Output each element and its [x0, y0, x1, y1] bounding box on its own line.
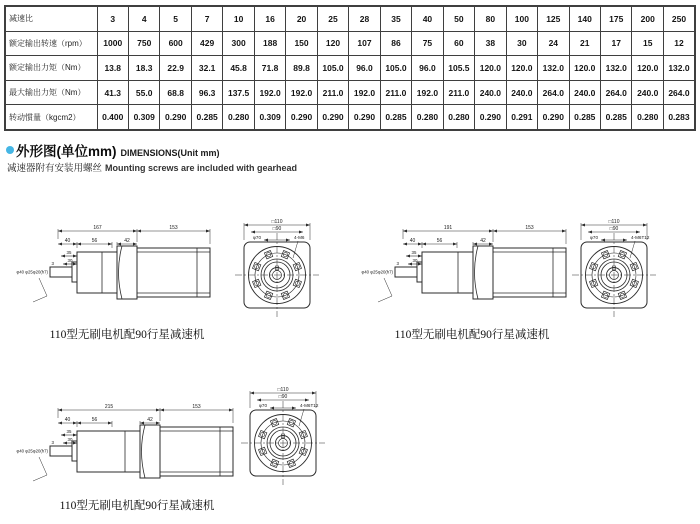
table-cell: 71.8 — [254, 56, 285, 81]
svg-text:35: 35 — [66, 250, 72, 255]
table-cell: 105.0 — [317, 56, 348, 81]
table-row — [5, 6, 695, 31]
bullet-icon — [6, 146, 14, 154]
table-cell: 12 — [663, 31, 695, 56]
svg-text:167: 167 — [93, 225, 102, 231]
svg-text:153: 153 — [192, 404, 201, 410]
table-cell: 16 — [254, 6, 285, 31]
table-cell: 89.8 — [286, 56, 317, 81]
table-cell: 7 — [191, 6, 222, 31]
table-cell: 0.280 — [412, 105, 443, 130]
svg-text:42: 42 — [124, 238, 130, 244]
dimension-drawing-1 — [2, 195, 334, 335]
table-row-header: 最大输出力矩（Nm） — [5, 80, 97, 105]
table-cell: 55.0 — [128, 80, 159, 105]
table-cell: 137.5 — [223, 80, 254, 105]
table-row — [5, 80, 695, 105]
table-cell: 132.0 — [663, 56, 695, 81]
svg-text:40: 40 — [64, 238, 71, 244]
svg-text:3: 3 — [51, 261, 54, 266]
svg-text:42: 42 — [147, 417, 153, 423]
spec-table — [4, 5, 696, 131]
table-cell: 264.0 — [601, 80, 632, 105]
table-cell: 32.1 — [191, 56, 222, 81]
table-cell: 13.8 — [97, 56, 128, 81]
table-cell: 28 — [349, 6, 380, 31]
svg-text:3: 3 — [396, 261, 399, 266]
dimension-drawing-2 — [347, 195, 679, 335]
table-cell: 250 — [663, 6, 695, 31]
table-cell: 192.0 — [412, 80, 443, 105]
table-cell: 3 — [97, 6, 128, 31]
table-cell: 10 — [223, 6, 254, 31]
svg-text:□110: □110 — [271, 219, 283, 225]
section-subtitle-en: Mounting screws are included with gearhead — [105, 163, 298, 173]
table-cell: 96.0 — [349, 56, 380, 81]
table-cell: 40 — [412, 6, 443, 31]
table-cell: 18.3 — [128, 56, 159, 81]
table-cell: 192.0 — [254, 80, 285, 105]
table-cell: 107 — [349, 31, 380, 56]
table-cell: 0.280 — [632, 105, 663, 130]
svg-text:153: 153 — [525, 225, 534, 231]
section-subtitle — [7, 158, 297, 176]
svg-text:30: 30 — [67, 258, 73, 263]
table-cell: 211.0 — [317, 80, 348, 105]
table-cell: 22.9 — [160, 56, 191, 81]
table-cell: 105.0 — [380, 56, 411, 81]
table-cell: 15 — [632, 31, 663, 56]
svg-text:56: 56 — [91, 238, 98, 244]
table-cell: 750 — [128, 31, 159, 56]
table-cell: 0.290 — [286, 105, 317, 130]
svg-text:4-M6T12: 4-M6T12 — [631, 235, 650, 240]
svg-text:□110: □110 — [277, 387, 289, 393]
table-cell: 1000 — [97, 31, 128, 56]
table-cell: 0.309 — [128, 105, 159, 130]
svg-text:42: 42 — [480, 238, 486, 244]
svg-text:4-M6: 4-M6 — [294, 235, 305, 240]
table-cell: 0.291 — [506, 105, 537, 130]
svg-text:35: 35 — [411, 250, 417, 255]
table-cell: 96.3 — [191, 80, 222, 105]
table-cell: 4 — [128, 6, 159, 31]
table-cell: 192.0 — [286, 80, 317, 105]
svg-text:φ40 φ25φ20(h7): φ40 φ25φ20(h7) — [361, 269, 393, 275]
table-cell: 240.0 — [569, 80, 600, 105]
table-cell: 0.285 — [380, 105, 411, 130]
table-row — [5, 105, 695, 130]
svg-text:153: 153 — [169, 225, 178, 231]
svg-text:215: 215 — [104, 404, 114, 410]
svg-text:□90: □90 — [272, 226, 282, 232]
svg-text:□90: □90 — [609, 226, 619, 232]
table-cell: 96.0 — [412, 56, 443, 81]
table-cell: 120 — [317, 31, 348, 56]
svg-text:φ70: φ70 — [252, 235, 261, 240]
table-cell: 45.8 — [223, 56, 254, 81]
table-cell: 0.290 — [160, 105, 191, 130]
table-cell: 35 — [380, 6, 411, 31]
table-cell: 132.0 — [601, 56, 632, 81]
table-cell: 211.0 — [443, 80, 474, 105]
table-cell: 240.0 — [632, 80, 663, 105]
table-cell: 192.0 — [349, 80, 380, 105]
table-cell: 0.290 — [538, 105, 569, 130]
table-cell: 0.285 — [601, 105, 632, 130]
table-cell: 120.0 — [569, 56, 600, 81]
side-view — [16, 404, 233, 481]
svg-text:56: 56 — [91, 417, 98, 423]
table-cell: 0.283 — [663, 105, 695, 130]
drawing-caption-2: 110型无刷电机配90行星减速机 — [394, 329, 550, 341]
table-row-header: 额定输出转速（rpm） — [5, 31, 97, 56]
table-cell: 264.0 — [538, 80, 569, 105]
front-view — [235, 219, 319, 317]
front-view — [241, 387, 325, 485]
table-row-header: 转动惯量（kgcm2） — [5, 105, 97, 130]
svg-text:φ40 φ25φ20(h7): φ40 φ25φ20(h7) — [16, 269, 48, 275]
table-cell: 264.0 — [663, 80, 695, 105]
table-cell: 100 — [506, 6, 537, 31]
table-cell: 188 — [254, 31, 285, 56]
table-cell: 5 — [160, 6, 191, 31]
table-row-header: 减速比 — [5, 6, 97, 31]
side-view — [361, 225, 566, 302]
svg-text:40: 40 — [409, 238, 416, 244]
drawing-caption-3: 110型无刷电机配90行星减速机 — [59, 500, 215, 512]
table-cell: 140 — [569, 6, 600, 31]
svg-text:40: 40 — [64, 417, 71, 423]
svg-text:φ70: φ70 — [589, 235, 598, 240]
table-cell: 600 — [160, 31, 191, 56]
svg-text:35: 35 — [66, 429, 72, 434]
table-row — [5, 56, 695, 81]
svg-text:30: 30 — [67, 437, 73, 442]
table-cell: 0.285 — [191, 105, 222, 130]
table-cell: 0.400 — [97, 105, 128, 130]
table-cell: 120.0 — [475, 56, 506, 81]
svg-text:30: 30 — [412, 258, 418, 263]
side-view — [16, 225, 210, 302]
svg-text:56: 56 — [436, 238, 443, 244]
table-cell: 50 — [443, 6, 474, 31]
table-cell: 240.0 — [506, 80, 537, 105]
table-cell: 300 — [223, 31, 254, 56]
table-cell: 21 — [569, 31, 600, 56]
table-cell: 120.0 — [632, 56, 663, 81]
table-cell: 41.3 — [97, 80, 128, 105]
svg-text:3: 3 — [51, 440, 54, 445]
svg-text:φ40 φ25φ20(h7): φ40 φ25φ20(h7) — [16, 448, 48, 454]
table-cell: 86 — [380, 31, 411, 56]
table-cell: 105.5 — [443, 56, 474, 81]
table-cell: 0.280 — [223, 105, 254, 130]
svg-text:φ70: φ70 — [258, 403, 267, 408]
table-cell: 0.290 — [317, 105, 348, 130]
table-cell: 0.285 — [569, 105, 600, 130]
section-title-en: DIMENSIONS(Unit mm) — [120, 148, 220, 158]
table-cell: 132.0 — [538, 56, 569, 81]
table-cell: 0.290 — [475, 105, 506, 130]
front-view — [572, 219, 656, 317]
table-cell: 80 — [475, 6, 506, 31]
table-cell: 429 — [191, 31, 222, 56]
table-cell: 17 — [601, 31, 632, 56]
table-cell: 75 — [412, 31, 443, 56]
svg-text:191: 191 — [443, 225, 453, 231]
table-cell: 30 — [506, 31, 537, 56]
table-cell: 150 — [286, 31, 317, 56]
table-row — [5, 31, 695, 56]
table-cell: 125 — [538, 6, 569, 31]
table-cell: 175 — [601, 6, 632, 31]
section-subtitle-cn: 减速器附有安装用螺丝 — [7, 163, 103, 174]
table-cell: 60 — [443, 31, 474, 56]
table-cell: 0.309 — [254, 105, 285, 130]
table-cell: 25 — [317, 6, 348, 31]
section-title-cn: 外形图(单位mm) — [16, 144, 117, 159]
table-cell: 0.290 — [349, 105, 380, 130]
table-cell: 200 — [632, 6, 663, 31]
table-cell: 68.8 — [160, 80, 191, 105]
svg-text:□110: □110 — [608, 219, 620, 225]
table-cell: 20 — [286, 6, 317, 31]
table-cell: 38 — [475, 31, 506, 56]
drawing-caption-1: 110型无刷电机配90行星减速机 — [49, 329, 205, 341]
svg-text:4-M6T12: 4-M6T12 — [300, 403, 319, 408]
table-cell: 0.280 — [443, 105, 474, 130]
table-cell: 24 — [538, 31, 569, 56]
table-row-header: 额定输出力矩（Nm） — [5, 56, 97, 81]
table-cell: 120.0 — [506, 56, 537, 81]
table-cell: 211.0 — [380, 80, 411, 105]
table-cell: 240.0 — [475, 80, 506, 105]
svg-text:□90: □90 — [278, 394, 288, 400]
